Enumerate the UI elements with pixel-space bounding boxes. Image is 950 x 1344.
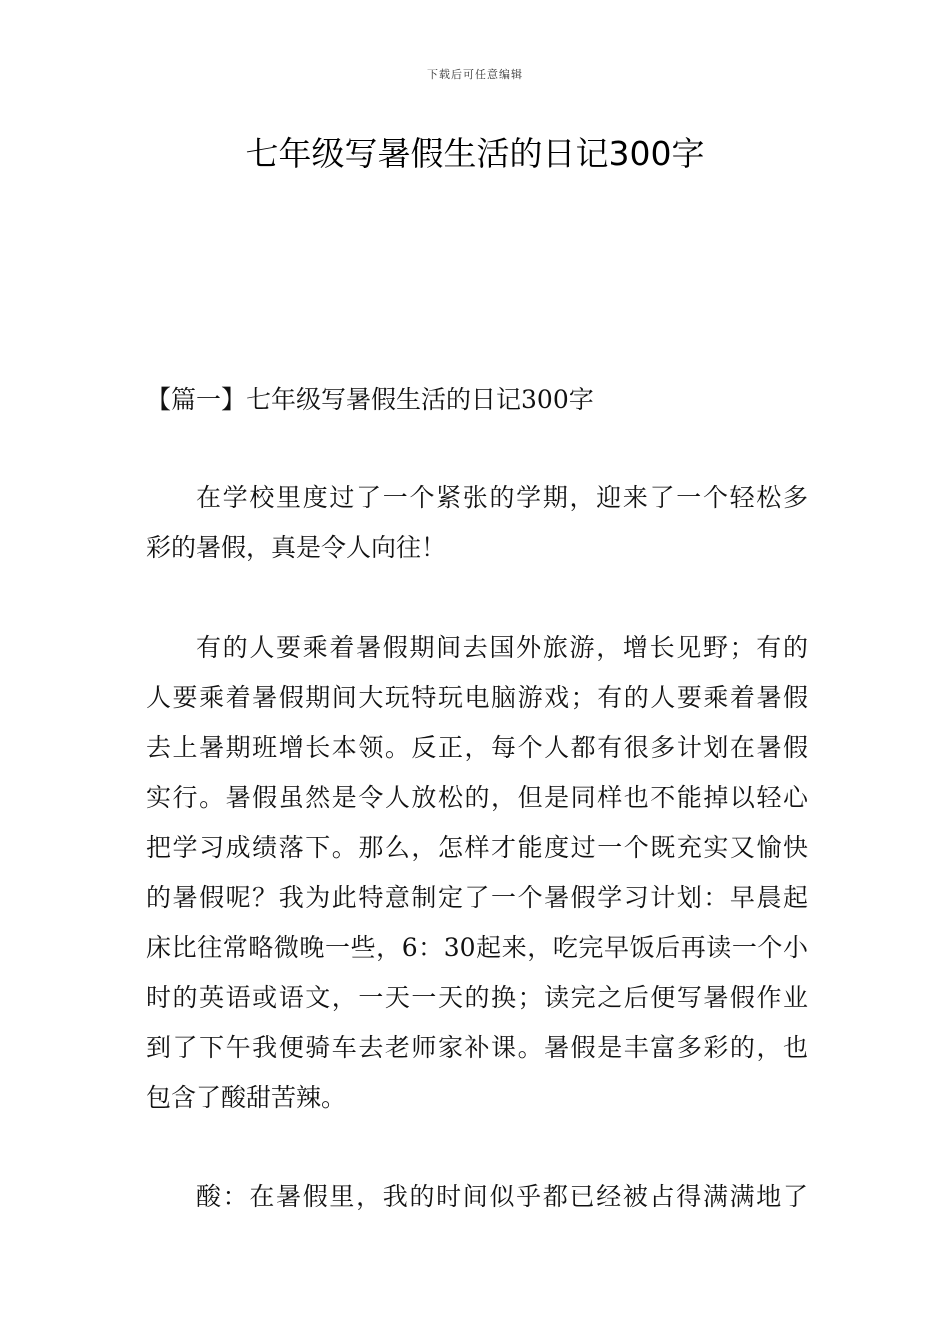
paragraph-1 [146,473,808,573]
paragraph-2 [146,623,808,1123]
paragraph-line: 彩的暑假，真是令人向往！ [146,533,447,562]
document-title: 七年级写暑假生活的日记300字 [245,134,705,173]
paragraph-3 [146,1172,808,1222]
paragraph-line: 把学习成绩落下。那么，怎样才能度过一个既充实又愉快 [146,833,808,862]
paragraph-line: 酸：在暑假里，我的时间似乎都已经被占得满满地了 [196,1182,808,1211]
paragraph-line: 去上暑期班增长本领。反正，每个人都有很多计划在暑假 [146,733,808,762]
header-note: 下载后可任意编辑 [427,68,523,81]
paragraph-line: 人要乘着暑假期间大玩特玩电脑游戏；有的人要乘着暑假 [146,683,808,712]
paragraph-line: 有的人要乘着暑假期间去国外旅游，增长见野；有的 [196,633,808,662]
paragraph-line: 的暑假呢？我为此特意制定了一个暑假学习计划：早晨起 [146,883,808,912]
paragraph-line: 床比往常略微晚一些，6：30起来，吃完早饭后再读一个小 [146,933,808,962]
paragraph-line: 在学校里度过了一个紧张的学期，迎来了一个轻松多 [196,483,808,512]
paragraph-line: 时的英语或语文，一天一天的换；读完之后便写暑假作业 [146,983,808,1012]
paragraph-line: 实行。暑假虽然是令人放松的，但是同样也不能掉以轻心 [146,783,808,812]
paragraph-line: 到了下午我便骑车去老师家补课。暑假是丰富多彩的，也 [146,1033,808,1062]
paragraph-line: 包含了酸甜苦辣。 [146,1083,347,1112]
section-heading: 【篇一】七年级写暑假生活的日记300字 [146,385,594,414]
